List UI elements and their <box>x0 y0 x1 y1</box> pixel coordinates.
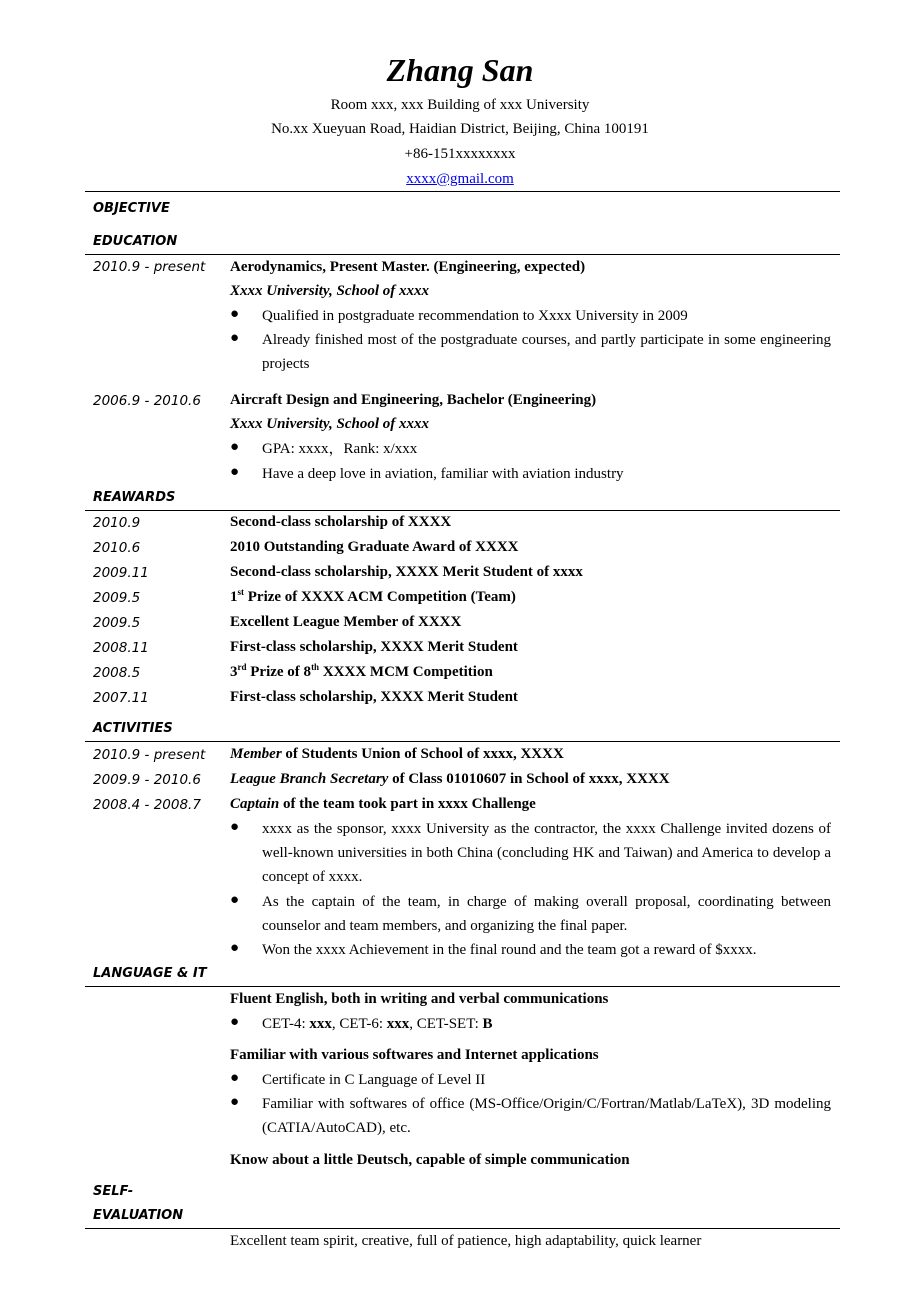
software-title: Familiar with various softwares and Internet applications <box>230 1047 599 1063</box>
bullet-icon: ● <box>230 439 240 455</box>
education-date: 2006.9 - 2010.6 <box>93 393 201 409</box>
reward-text: First-class scholarship, XXXX Merit Student <box>230 689 518 705</box>
software-bullet: Certificate in C Language of Level II <box>262 1072 486 1088</box>
activity-date: 2010.9 - present <box>93 747 206 763</box>
section-self-evaluation-2: EVALUATION <box>93 1208 184 1223</box>
section-self-evaluation-1: SELF- <box>93 1184 134 1199</box>
activity-text: League Branch Secretary of Class 01010607 in School of xxxx, XXXX <box>230 771 670 787</box>
reward-text: First-class scholarship, XXXX Merit Student <box>230 639 518 655</box>
activities-divider <box>85 741 840 742</box>
reward-date: 2009.11 <box>93 565 149 581</box>
education-bullet: Qualified in postgraduate recommendation to Xxxx University in 2009 <box>262 308 688 324</box>
self-evaluation-divider <box>85 1228 840 1229</box>
bullet-icon: ● <box>230 306 240 322</box>
reward-text: Excellent League Member of XXXX <box>230 614 462 630</box>
reward-text: 1st Prize of XXXX ACM Competition (Team) <box>230 587 516 605</box>
activity-text: Member of Students Union of School of xxxx, XXXX <box>230 746 564 762</box>
software-bullet: Familiar with softwares of office (MS-Office/Origin/C/Fortran/Matlab/LaTeX), 3D modeling (CATIA/AutoCAD), etc. <box>262 1096 847 1136</box>
bullet-icon: ● <box>230 1014 240 1030</box>
address-line-2: No.xx Xueyuan Road, Haidian District, Beijing, China 100191 <box>271 121 649 137</box>
english-title: Fluent English, both in writing and verbal communications <box>230 991 609 1007</box>
reward-date: 2009.5 <box>93 615 141 631</box>
rewards-divider <box>85 510 840 511</box>
education-date: 2010.9 - present <box>93 259 206 275</box>
self-evaluation-text: Excellent team spirit, creative, full of patience, high adaptability, quick learner <box>230 1233 702 1249</box>
bullet-icon: ● <box>230 1094 240 1110</box>
bullet-icon: ● <box>230 940 240 956</box>
deutsch-line: Know about a little Deutsch, capable of simple communication <box>230 1152 630 1168</box>
reward-date: 2008.11 <box>93 640 149 656</box>
address-line-1: Room xxx, xxx Building of xxx University <box>330 97 590 113</box>
section-rewards: REAWARDS <box>93 490 176 505</box>
bullet-icon: ● <box>230 1070 240 1086</box>
section-language-it: LANGUAGE & IT <box>93 966 207 981</box>
section-objective: OBJECTIVE <box>93 201 170 216</box>
reward-date: 2007.11 <box>93 690 149 706</box>
education-divider <box>85 254 840 255</box>
reward-text: Second-class scholarship of XXXX <box>230 514 452 530</box>
education-bullet: Already finished most of the postgraduate courses, and partly participate in some engineering projects <box>262 332 831 372</box>
education-bullet: Have a deep love in aviation, familiar with aviation industry <box>262 466 624 482</box>
phone-number: +86-151xxxxxxxx <box>404 146 516 162</box>
reward-text: 3rd Prize of 8th XXXX MCM Competition <box>230 662 493 680</box>
bullet-icon: ● <box>230 892 240 908</box>
activity-text: Captain of the team took part in xxxx Challenge <box>230 796 536 812</box>
section-education: EDUCATION <box>93 234 178 249</box>
activity-bullet: As the captain of the team, in charge of making overall proposal, coordinating between counselor and team members, and organizing the final paper. <box>262 894 831 934</box>
activity-bullet: xxxx as the sponsor, xxxx University as the contractor, the xxxx Challenge invited dozens of well-known universities in both China (concluding HK and Taiwan) and America to develop a concept of xxxx. <box>262 821 831 885</box>
education-school: Xxxx University, School of xxxx <box>230 416 430 432</box>
cet-scores: CET-4: xxx, CET-6: xxx, CET-SET: B <box>262 1016 493 1032</box>
reward-date: 2010.9 <box>93 515 141 531</box>
language-divider <box>85 986 840 987</box>
bullet-icon: ● <box>230 464 240 480</box>
education-degree: Aircraft Design and Engineering, Bachelor (Engineering) <box>230 392 597 408</box>
reward-date: 2010.6 <box>93 540 141 556</box>
education-bullet: GPA: xxxx，Rank: x/xxx <box>262 441 418 457</box>
email-link[interactable]: xxxx@gmail.com <box>406 171 514 187</box>
header-divider <box>85 191 840 192</box>
activity-date: 2008.4 - 2008.7 <box>93 797 201 813</box>
activity-bullet: Won the xxxx Achievement in the final round and the team got a reward of $xxxx. <box>262 942 757 958</box>
reward-text: 2010 Outstanding Graduate Award of XXXX <box>230 539 519 555</box>
resume-name: Zhang San <box>386 52 534 88</box>
reward-text: Second-class scholarship, XXXX Merit Student of xxxx <box>230 564 583 580</box>
activity-date: 2009.9 - 2010.6 <box>93 772 201 788</box>
bullet-icon: ● <box>230 819 240 835</box>
education-school: Xxxx University, School of xxxx <box>230 283 430 299</box>
reward-date: 2009.5 <box>93 590 141 606</box>
section-activities: ACTIVITIES <box>93 721 173 736</box>
bullet-icon: ● <box>230 330 240 346</box>
education-degree: Aerodynamics, Present Master. (Engineering, expected) <box>230 259 586 275</box>
reward-date: 2008.5 <box>93 665 141 681</box>
